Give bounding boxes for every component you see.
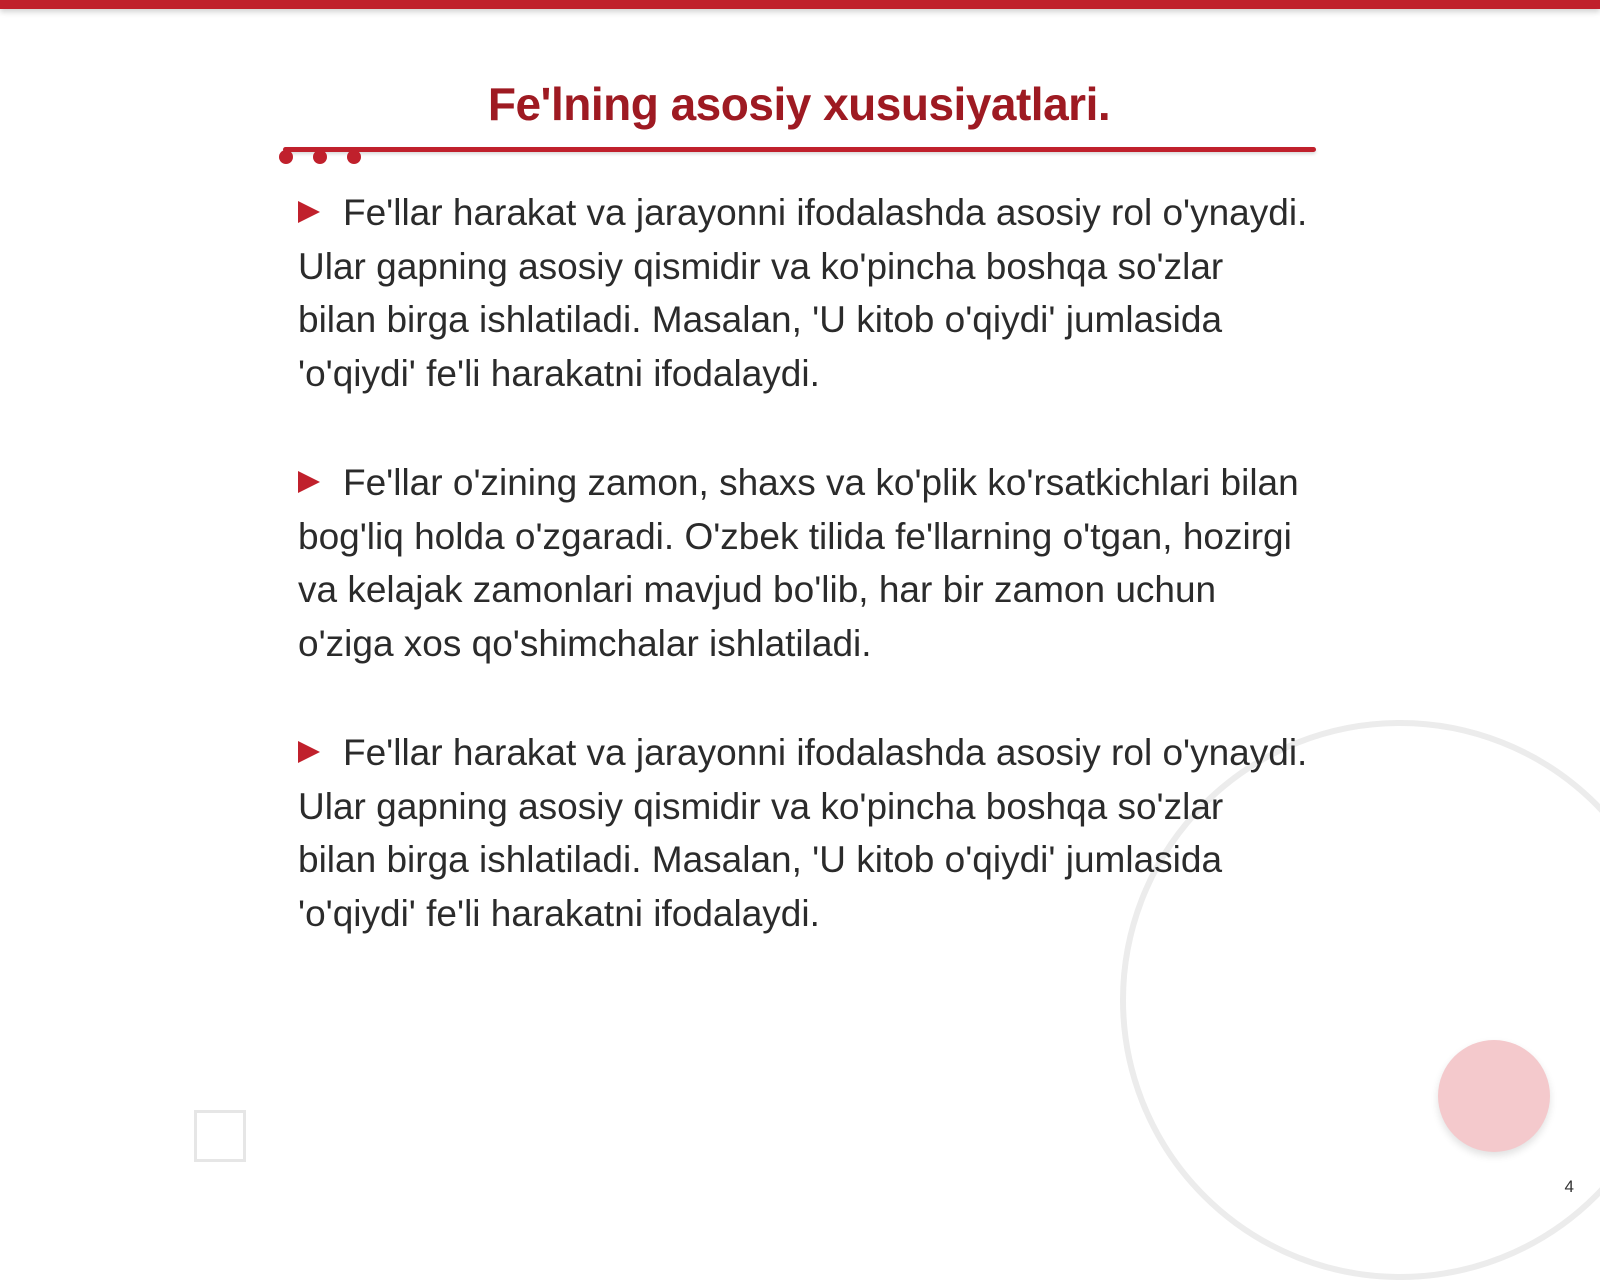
underline-dot bbox=[347, 150, 361, 164]
page-number: 4 bbox=[1564, 1177, 1574, 1196]
decorative-circle bbox=[1438, 1040, 1550, 1152]
bullet-item bbox=[298, 186, 1308, 400]
triangle-right-icon bbox=[298, 741, 320, 763]
slide-title: Fe'lning asosiy xususiyatlari. bbox=[487, 78, 1111, 130]
title-underline bbox=[283, 147, 1316, 152]
bullet-item bbox=[298, 456, 1308, 670]
top-accent-bar bbox=[0, 0, 1600, 9]
bullet-text: Fe'llar harakat va jarayonni ifodalashda asosiy rol o'ynaydi. Ular gapning asosiy qismidir va ko'pincha boshqa so'zlar bilan birga ishlatiladi. Masalan, 'U kitob o'qiydi' jumlasida 'o'qiydi' fe'li harakatni ifodalaydi. bbox=[298, 732, 1308, 934]
bullet-text: Fe'llar o'zining zamon, shaxs va ko'plik ko'rsatkichlari bilan bog'liq holda o'zgaradi. O'zbek tilida fe'llarning o'tgan, hozirgi va kelajak zamonlari mavjud bo'lib, har bir zamon uchun o'ziga xos qo'shimchalar ishlatiladi. bbox=[298, 462, 1299, 664]
bullet-text: Fe'llar harakat va jarayonni ifodalashda asosiy rol o'ynaydi. Ular gapning asosiy qismidir va ko'pincha boshqa so'zlar bilan birga ishlatiladi. Masalan, 'U kitob o'qiydi' jumlasida 'o'qiydi' fe'li harakatni ifodalaydi. bbox=[298, 192, 1308, 394]
triangle-right-icon bbox=[298, 201, 320, 223]
bullet-item bbox=[298, 726, 1308, 940]
decorative-square bbox=[194, 1110, 246, 1162]
underline-dot bbox=[313, 150, 327, 164]
triangle-right-icon bbox=[298, 471, 320, 493]
bullet-list bbox=[298, 186, 1308, 996]
underline-dot bbox=[279, 150, 293, 164]
